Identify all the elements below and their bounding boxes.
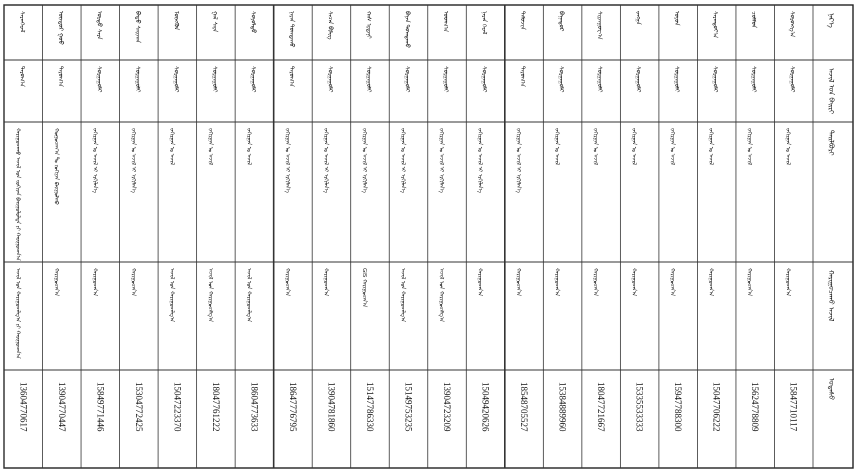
name-cell: ᠤᠷᠲᠤ ᠰᠠᠷᠠ <box>95 11 103 40</box>
desc-cell: ᠵᠠᠬᠢᠷᠭᠠᠨ ᠤ ᠠᠵᠢᠯ <box>669 128 676 166</box>
duty-cell: ᠠᠵᠢᠯ ᠤᠨ ᠬᠠᠷᠢᠭᠤᠴᠠᠯᠭ᠎ᠠ <box>206 268 213 322</box>
duty-cell: ᠠᠵᠢᠯ ᠤᠨ ᠬᠠᠷᠢᠭᠤᠴᠠᠯᠭ᠎ᠠ <box>438 268 445 322</box>
post-cell: ᠰᠤᠷᠭᠠᠭᠤᠯᠢ <box>364 66 372 93</box>
duty-cell: GIS ᠬᠠᠷᠢᠭᠤᠴᠠᠨ᠎ᠠ <box>360 268 367 308</box>
duty-cell: ᠬᠠᠷᠢᠭᠤᠴᠠᠨ᠎ᠠ <box>322 268 329 297</box>
phone-cell: 15304772425 <box>133 382 144 432</box>
name-cell: ᠪᠠᠭᠠᠲᠤᠷ <box>557 11 565 32</box>
desc-cell: ᠵᠠᠬᠢᠷᠭᠠᠨ ᠤ ᠠᠵᠢᠯ ᠢ ᠡᠷᠬᠢᠯᠡᠨ᠎ᠡ <box>515 128 522 193</box>
header-cell: ᠬᠠᠷᠢᠭᠤᠴᠠᠬᠤ ᠠᠵᠢᠯ <box>827 270 835 322</box>
desc-cell: ᠵᠠᠬᠢᠷᠭᠠᠨ ᠤ ᠠᠵᠢᠯ <box>630 128 637 166</box>
post-cell: ᠰᠤᠷᠭᠠᠭᠤᠯᠢ <box>442 66 450 93</box>
desc-cell: ᠵᠠᠬᠢᠷᠭᠠᠨ ᠤ ᠠᠵᠢᠯ <box>592 128 599 166</box>
phone-cell: 15847710117 <box>788 382 799 432</box>
desc-cell: ᠵᠠᠬᠢᠷᠭᠠᠨ ᠤ ᠠᠵᠢᠯ ᠢ ᠡᠷᠬᠢᠯᠡᠨ᠎ᠡ <box>322 128 329 193</box>
phone-cell: 15149753235 <box>403 382 414 432</box>
phone-cell: 13904723209 <box>442 382 453 432</box>
name-cell: ᠪᠠᠲᠤ ᠰᠠᠢᠬᠠᠨ <box>133 11 141 43</box>
name-cell: ᠨᠠᠷᠠᠨ ᠲᠣᠭᠲᠠᠬᠤ <box>287 11 295 48</box>
phone-cell: 18047761222 <box>210 382 221 432</box>
phone-cell: 13904781860 <box>326 382 337 432</box>
name-cell: ᠵᠠᠩᠭᠠ <box>634 11 642 25</box>
desc-cell: ᠵᠠᠬᠢᠷᠭᠠᠨ ᠤ ᠠᠵᠢᠯ <box>245 128 252 166</box>
duty-cell: ᠬᠠᠷᠢᠭᠤᠴᠠᠨ᠎ᠠ <box>630 268 637 297</box>
phone-cell: 18604773633 <box>249 382 260 432</box>
post-cell: ᠰᠤᠷᠭᠠᠭᠤᠯᠢ <box>711 66 719 93</box>
phone-cell: 13604770617 <box>18 382 29 432</box>
duty-cell: ᠠᠵᠢᠯ ᠤᠨ ᠬᠠᠷᠢᠭᠤᠴᠠᠯᠭ᠎ᠠ <box>245 268 252 322</box>
duty-cell: ᠠᠵᠢᠯ ᠤᠨ ᠬᠠᠷᠢᠭᠤᠴᠠᠯᠭ᠎ᠠ <box>399 268 406 322</box>
name-cell: ᠭᠠᠯ ᠰᠠᠷᠠ <box>210 11 218 33</box>
post-cell: ᠰᠤᠷᠭᠠᠭᠤᠯᠢ <box>557 66 565 93</box>
phone-cell: 13904770447 <box>56 382 67 432</box>
desc-cell: ᠵᠠᠬᠢᠷᠭᠠᠨ ᠤ ᠠᠵᠢᠯ ᠢ ᠡᠷᠬᠢᠯᠡᠨ᠎ᠡ <box>129 128 136 193</box>
phone-cell: 15147786330 <box>364 382 375 432</box>
duty-cell: ᠬᠠᠷᠢᠭᠤᠴᠠᠨ᠎ᠠ <box>515 268 522 297</box>
post-cell: ᠳᠠᠷᠤᠭ᠎ᠠ <box>56 66 64 87</box>
post-cell: ᠰᠤᠷᠭᠠᠭᠤᠯᠢ <box>403 66 411 93</box>
desc-cell: ᠵᠠᠬᠢᠷᠭᠠᠨ ᠤ ᠠᠵᠢᠯ <box>746 128 753 166</box>
desc-cell: ᠵᠠᠬᠢᠷᠭᠠᠨ ᠤ ᠠᠵᠢᠯ ᠢ ᠡᠷᠬᠢᠯᠡᠨ᠎ᠡ <box>438 128 445 193</box>
phone-cell: 18047721667 <box>596 382 607 432</box>
post-cell: ᠰᠤᠷᠭᠠᠭᠤᠯᠢ <box>788 66 796 93</box>
post-cell: ᠳᠠᠷᠤᠭ᠎ᠠ <box>287 66 295 87</box>
duty-cell: ᠬᠠᠷᠢᠭᠤᠴᠠᠨ᠎ᠠ <box>91 268 98 297</box>
name-cell: ᠲᠡᠮᠦᠵᠢᠨ <box>519 11 527 30</box>
name-cell: ᠦᠨᠳᠦᠷ ᠭᠣᠤ <box>56 11 64 45</box>
duty-cell: ᠬᠠᠷᠢᠭᠤᠴᠠᠨ᠎ᠠ <box>592 268 599 297</box>
desc-cell: ᠬᠤᠭᠤᠴᠠᠭ᠎ᠠ ᠲᠤ ᠵᠣᠬᠢᠶᠠᠨ ᠪᠠᠢᠭᠤᠯᠬᠤ <box>52 128 59 205</box>
duty-cell: ᠬᠠᠷᠢᠭᠤᠴᠠᠨ᠎ᠠ <box>129 268 136 297</box>
name-cell: ᠰᠢᠷᠠᠨᠭᠤᠸ᠎ᠠ <box>596 11 604 40</box>
name-cell: ᠪᠠᠶᠠᠨ ᠲᠣᠭᠲᠠᠬᠤ <box>403 11 411 48</box>
duty-cell: ᠬᠠᠷᠢᠭᠤᠴᠠᠨ᠎ᠠ <box>784 268 791 297</box>
name-cell: ᠮᠥᠩᠭᠥᠨ <box>172 11 180 31</box>
post-cell: ᠳᠠᠷᠤᠭ᠎ᠠ <box>519 66 527 87</box>
duty-cell: ᠠᠵᠢᠯ ᠤᠨ ᠬᠠᠷᠢᠭᠤᠴᠠᠯᠭ᠎ᠠ ᠶᠢ ᠬᠠᠷᠢᠭᠤᠴᠠᠨ᠎ᠠ <box>14 268 21 359</box>
desc-cell: ᠵᠠᠬᠢᠷᠭᠠᠨ ᠤ ᠠᠵᠢᠯ ᠢ ᠡᠷᠬᠢᠯᠡᠨ᠎ᠡ <box>91 128 98 193</box>
phone-cell: 15624778809 <box>750 382 761 432</box>
desc-cell: ᠵᠠᠬᠢᠷᠭᠠᠨ ᠤ ᠠᠵᠢᠯ <box>707 128 714 166</box>
desc-cell: ᠬᠠᠷᠢᠭᠤᠴᠠᠬᠤ ᠠᠵᠢᠯ ᠤᠨ ᠵᠣᠬᠢᠶᠠᠨ ᠪᠠᠢᠭᠤᠯᠤᠯᠲᠠ ᠶᠢ ᠬᠠᠷᠢᠭᠤᠴᠠᠨ᠎ᠠ <box>14 128 21 261</box>
post-cell: ᠰᠤᠷᠭᠠᠭᠤᠯᠢ <box>95 66 103 93</box>
name-cell: ᠣᠶᠤᠨ <box>673 11 681 26</box>
phone-cell: 15335533333 <box>634 382 645 432</box>
phone-cell: 18548705527 <box>519 382 530 432</box>
table-border <box>4 5 853 468</box>
phone-cell: 15947788300 <box>673 382 684 432</box>
name-cell: ᠰᠤᠶᠤᠯᠲᠤ <box>249 11 257 34</box>
name-cell: ᠰᠠᠷᠠᠨᠲᠣᠶ᠎ᠠ <box>711 11 719 39</box>
post-cell: ᠰᠤᠷᠭᠠᠭᠤᠯᠢ <box>172 66 180 93</box>
post-cell: ᠰᠤᠷᠭᠠᠭᠤᠯᠢ <box>326 66 334 93</box>
name-cell: ᠰᠡᠴᠡᠨ ᠪᠢᠯᠢᠭ <box>326 11 334 40</box>
desc-cell: ᠵᠠᠬᠢᠷᠭᠠᠨ ᠤ ᠠᠵᠢᠯ ᠢ ᠡᠷᠬᠢᠯᠡᠨ᠎ᠡ <box>399 128 406 193</box>
phone-cell: 15047706222 <box>711 382 722 432</box>
header-cell: ᠤᠳᠠᠰᠤ <box>827 378 835 401</box>
post-cell: ᠰᠤᠷᠭᠠᠭᠤᠯᠢ <box>750 66 758 93</box>
post-cell: ᠰᠤᠷᠭᠠᠭᠤᠯᠢ <box>249 66 257 93</box>
name-cell: ᠬᠠᠰ ᠡᠷᠳᠡᠨᠢ <box>364 11 372 39</box>
post-cell: ᠳᠠᠷᠤᠭ᠎ᠠ <box>18 66 26 87</box>
desc-cell: ᠵᠠᠬᠢᠷᠭᠠᠨ ᠤ ᠠᠵᠢᠯ <box>553 128 560 166</box>
phone-cell: 15049420626 <box>480 382 491 432</box>
header-cell: ᠨᠡᠷ᠎ᠡ <box>827 13 835 28</box>
post-cell: ᠰᠤᠷᠭᠠᠭᠤᠯᠢ <box>480 66 488 93</box>
post-cell: ᠰᠤᠷᠭᠠᠭᠤᠯᠢ <box>596 66 604 93</box>
duty-cell: ᠠᠵᠢᠯ ᠤᠨ ᠬᠠᠷᠢᠭᠤᠴᠠᠯᠭ᠎ᠠ <box>168 268 175 322</box>
desc-cell: ᠵᠠᠬᠢᠷᠭᠠᠨ ᠤ ᠠᠵᠢᠯ <box>206 128 213 166</box>
desc-cell: ᠵᠠᠬᠢᠷᠭᠠᠨ ᠤ ᠠᠵᠢᠯ <box>168 128 175 166</box>
name-cell: ᠰᠠᠷᠠᠨᠭᠡᠷᠡᠯ <box>18 10 26 33</box>
phone-cell: 15849771446 <box>95 382 106 432</box>
duty-cell: ᠬᠠᠷᠢᠭᠤᠴᠠᠨ᠎ᠠ <box>283 268 290 297</box>
desc-cell: ᠵᠠᠬᠢᠷᠭᠠᠨ ᠤ ᠠᠵᠢᠯ ᠢ ᠡᠷᠬᠢᠯᠡᠨ᠎ᠡ <box>283 128 290 193</box>
phone-cell: 18647776795 <box>287 382 298 432</box>
desc-cell: ᠵᠠᠬᠢᠷᠭᠠᠨ ᠤ ᠠᠵᠢᠯ <box>784 128 791 166</box>
duty-cell: ᠬᠠᠷᠢᠭᠤᠴᠠᠨ᠎ᠠ <box>553 268 560 297</box>
duty-cell: ᠬᠠᠷᠢᠭᠤᠴᠠᠨ᠎ᠠ <box>52 268 59 297</box>
desc-cell: ᠵᠠᠬᠢᠷᠭᠠᠨ ᠤ ᠠᠵᠢᠯ ᠢ ᠡᠷᠬᠢᠯᠡᠨ᠎ᠡ <box>360 128 367 193</box>
duty-cell: ᠬᠠᠷᠢᠭᠤᠴᠠᠨ᠎ᠠ <box>707 268 714 297</box>
post-cell: ᠰᠤᠷᠭᠠᠭᠤᠯᠢ <box>673 66 681 93</box>
header-cell: ᠲᠠᠢᠯᠪᠤᠷᠢ <box>827 130 835 156</box>
name-cell: ᠨᠠᠷᠠᠨ ᠭᠡᠷᠡᠯ <box>480 11 488 35</box>
header-cell: ᠠᠵᠢᠯ ᠤᠨ ᠪᠠᠢᠷᠢ <box>827 68 835 114</box>
post-cell: ᠰᠤᠷᠭᠠᠭᠤᠯᠢ <box>210 66 218 93</box>
phone-cell: 15384889960 <box>557 382 568 432</box>
name-cell: ᠴᠣᠯᠮᠤᠨ <box>750 11 758 28</box>
name-cell: ᠤᠳᠬ᠎ᠠ <box>442 11 450 33</box>
post-cell: ᠰᠤᠷᠭᠠᠭᠤᠯᠢ <box>634 66 642 93</box>
duty-cell: ᠬᠠᠷᠢᠭᠤᠴᠠᠨ᠎ᠠ <box>669 268 676 297</box>
duty-cell: ᠬᠠᠷᠢᠭᠤᠴᠠᠨ᠎ᠠ <box>476 268 483 297</box>
name-cell: ᠰᠤᠷᠤᠩᠭ᠎ᠠ <box>788 11 796 38</box>
duty-cell: ᠬᠠᠷᠢᠭᠤᠴᠠᠨ᠎ᠠ <box>746 268 753 297</box>
desc-cell: ᠵᠠᠬᠢᠷᠭᠠᠨ ᠤ ᠠᠵᠢᠯ ᠢ ᠡᠷᠬᠢᠯᠡᠨ᠎ᠡ <box>476 128 483 193</box>
phone-cell: 15047223370 <box>172 382 183 432</box>
post-cell: ᠰᠤᠷᠭᠠᠭᠤᠯᠢ <box>133 66 141 93</box>
